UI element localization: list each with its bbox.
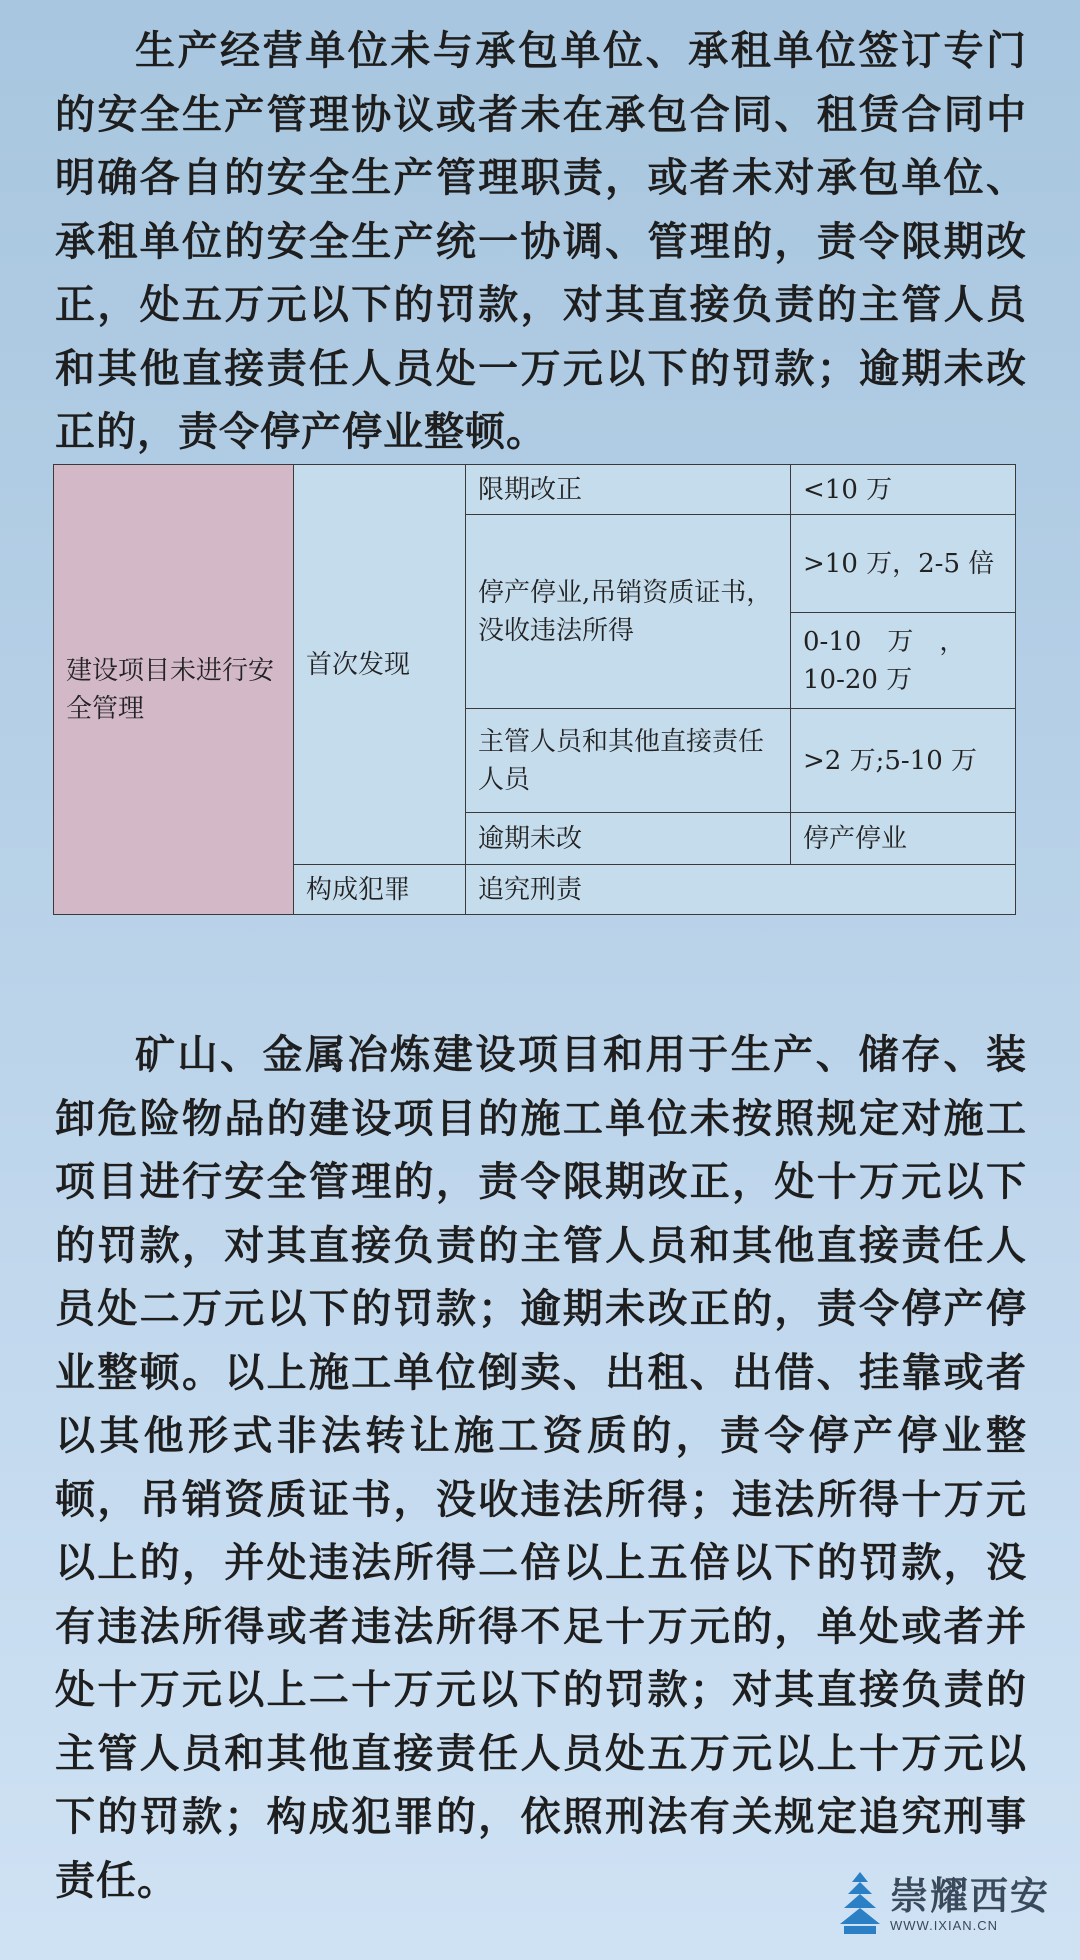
managers-amount-cell: >2 万;5-10 万	[791, 709, 1016, 813]
deadline-amount-cell: <10 万	[791, 465, 1016, 515]
overdue-action-cell: 停产停业	[791, 813, 1016, 865]
crime-action-cell: 追究刑责	[466, 865, 1016, 915]
logo-name: 崇耀西安	[889, 1872, 1050, 1918]
category-cell: 建设项目未进行安全管理	[54, 465, 294, 915]
amount-over10-cell: >10 万，2-5 倍	[791, 515, 1016, 613]
paragraph-1: 生产经营单位未与承包单位、承租单位签订专门的安全生产管理协议或者未在承包合同、租赁合同中明确各自的安全生产管理职责，或者未对承包单位、承租单位的安全生产统一协调、管理的，责令限期改正，处五万元以下的罚款，对其直接负责的主管人员和其他直接责任人员处一万元以下的罚款；逾期未改正的，责令停产停业整顿。	[55, 28, 1027, 455]
overdue-cell: 逾期未改	[466, 813, 791, 865]
suspend-revoke-cell: 停产停业,吊销资质证书，没收违法所得	[466, 515, 791, 709]
crime-cell: 构成犯罪	[294, 865, 466, 915]
amount-0-10-cell: 0-10 万 ，10-20 万	[791, 613, 1016, 709]
site-logo	[838, 1870, 1050, 1936]
paragraph-2: 矿山、金属冶炼建设项目和用于生产、储存、装卸危险物品的建设项目的施工单位未按照规定对施工项目进行安全管理的，责令限期改正，处十万元以下的罚款，对其直接负责的主管人员和其他直接责任人员处二万元以下的罚款；逾期未改正的，责令停产停业整顿。以上施工单位倒卖、出租、出借、挂靠或者以其他形式非法转让施工资质的，责令停产停业整顿，吊销资质证书，没收违法所得；违法所得十万元以上的，并处违法所得二倍以上五倍以下的罚款，没有违法所得或者违法所得不足十万元的，单处或者并处十万元以上二十万元以下的罚款；对其直接负责的主管人员和其他直接责任人员处五万元以上十万元以下的罚款；构成犯罪的，依照刑法有关规定追究刑事责任。	[55, 1032, 1027, 1904]
pagoda-icon	[838, 1870, 882, 1936]
logo-url: WWW.IXIAN.CN	[889, 1917, 999, 1933]
deadline-correction-cell: 限期改正	[466, 465, 791, 515]
first-found-cell: 首次发现	[294, 465, 466, 865]
managers-cell: 主管人员和其他直接责任人员	[466, 709, 791, 813]
penalty-table	[53, 464, 1016, 915]
